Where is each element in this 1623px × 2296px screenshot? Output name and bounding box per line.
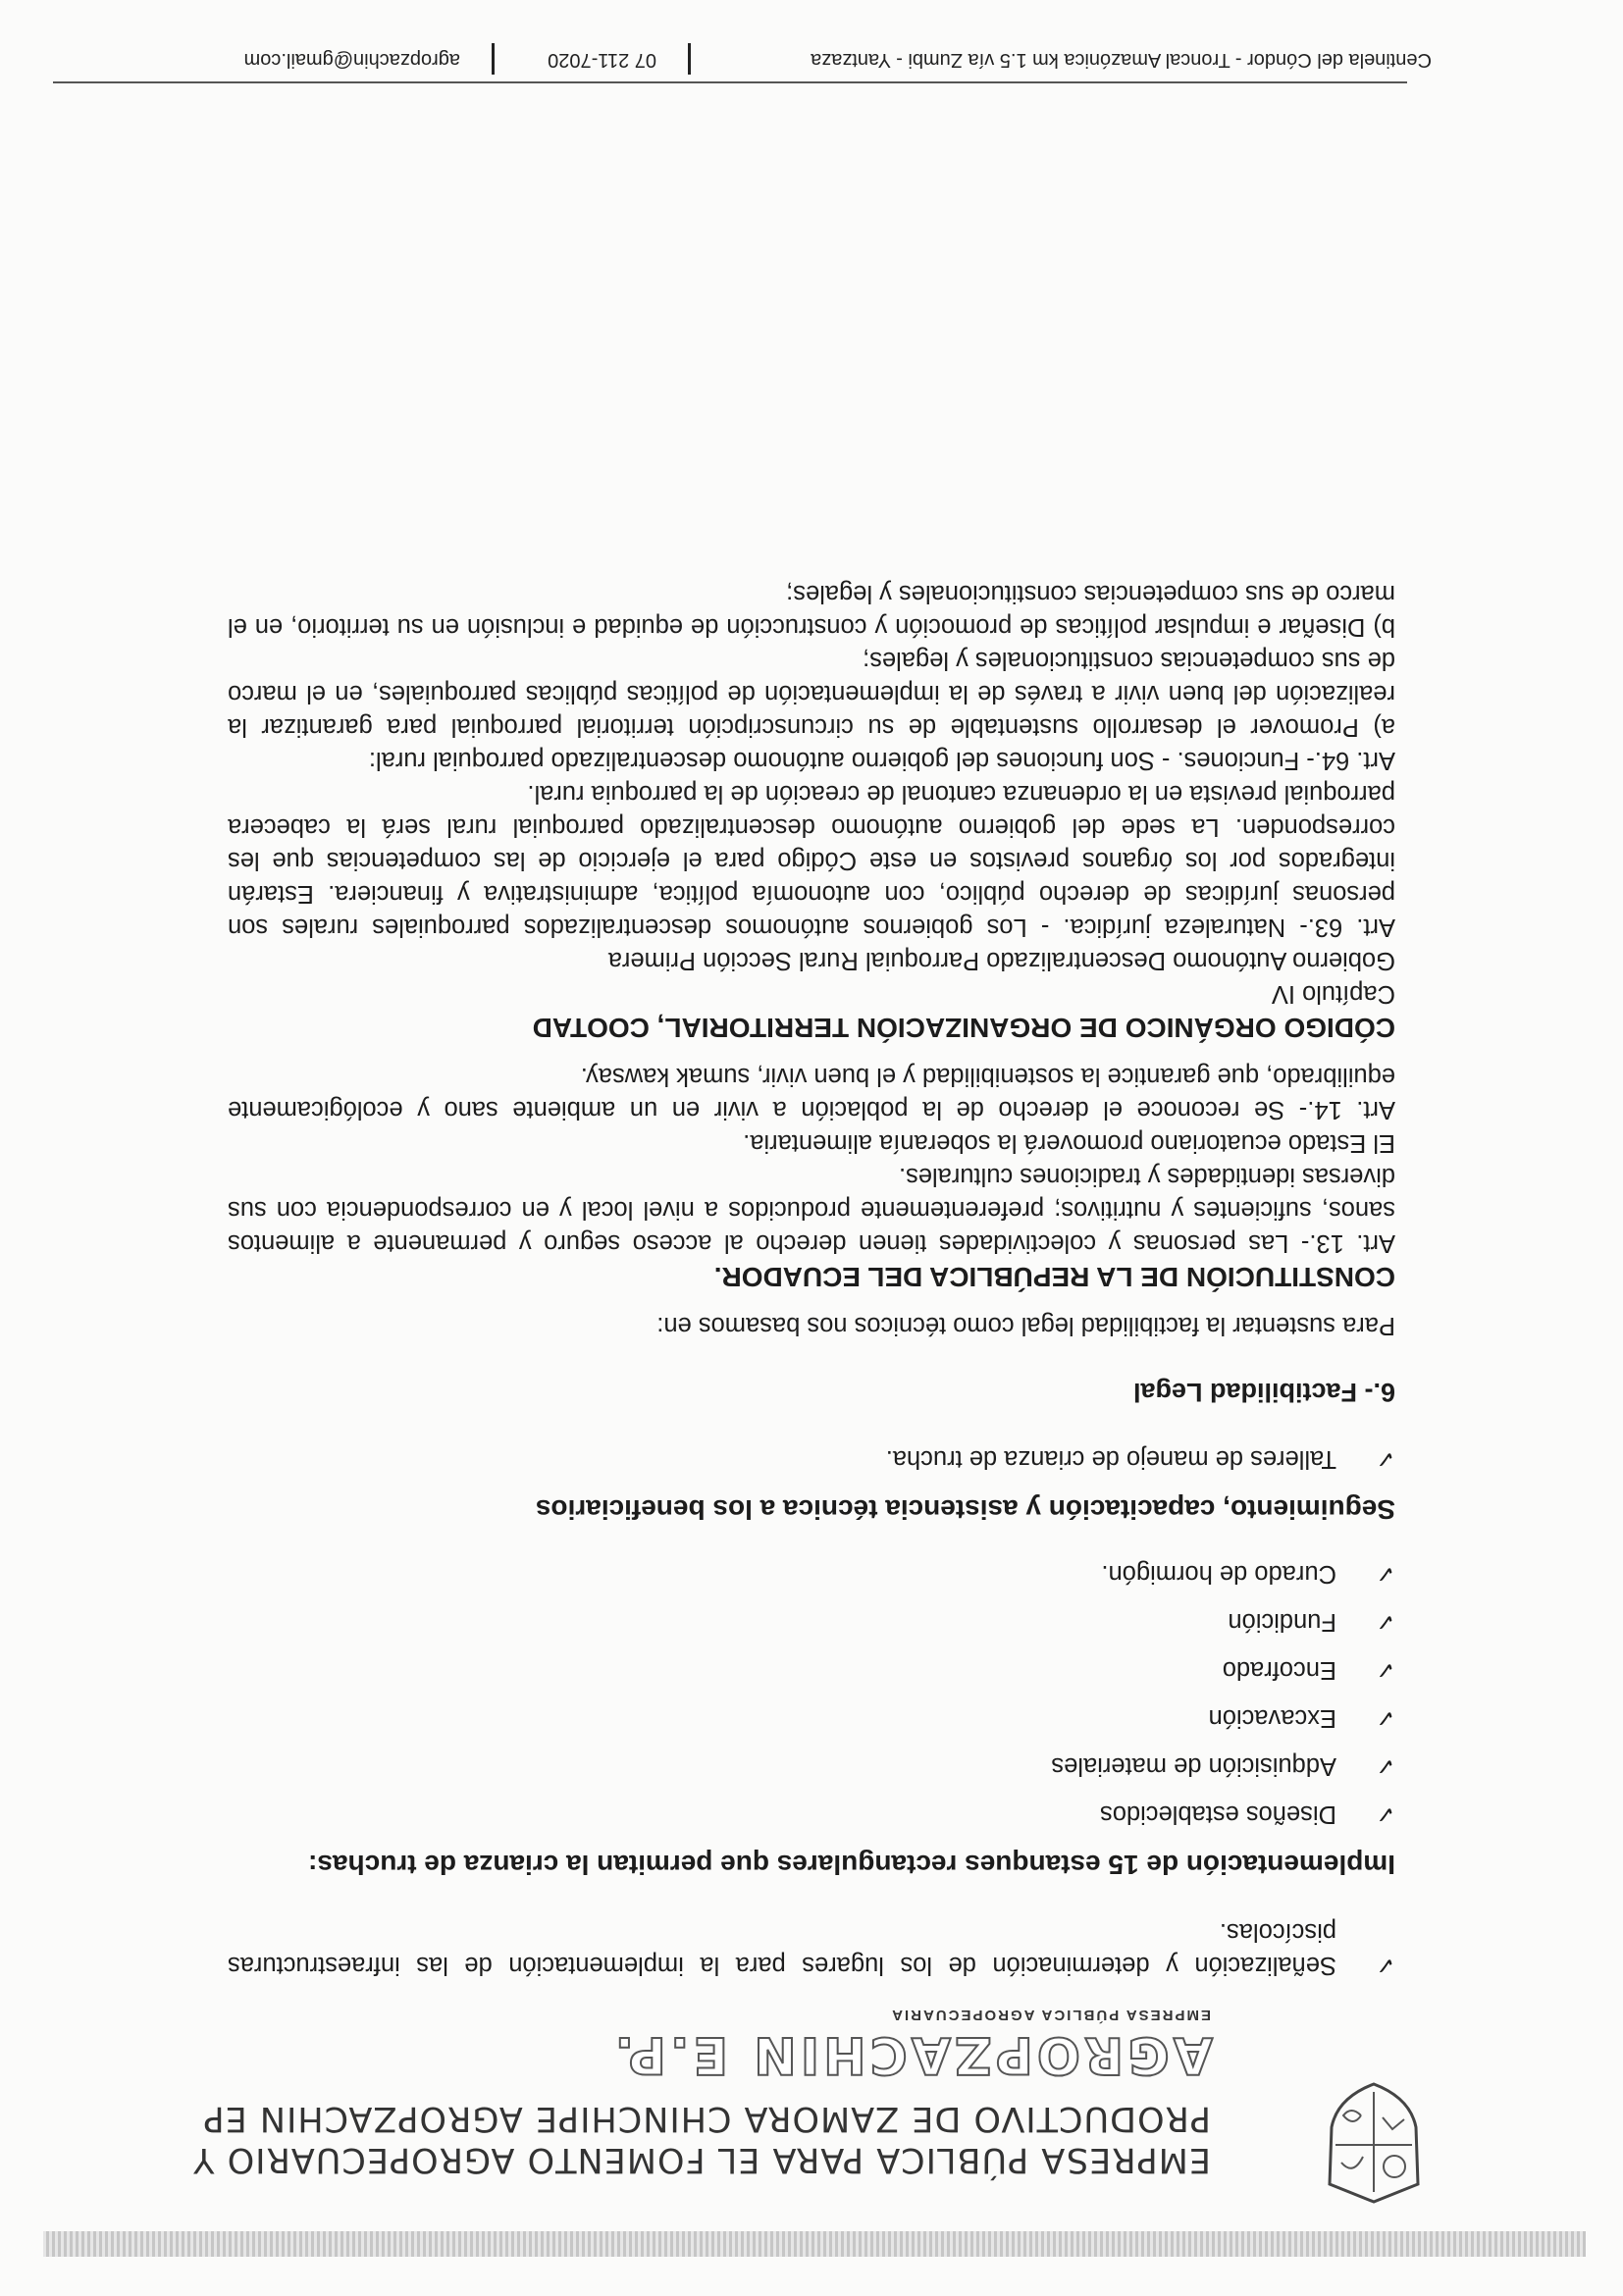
art-64: Art. 64.- Funciones. - Son funciones del gobierno autónomo descentralizado parroquial rural: [368,747,1395,774]
footer-address: Centinela del Cóndor - Troncal Amazónica km 1.5 vía Zumbi - Yantzaza [811,49,1432,71]
art-64-b: b) Diseñar e impulsar políticas de promoción y construcción de equidad e inclusión en su territorio, en el marco de sus competencias constitucionales y legales; [228,580,1395,641]
art-64-a: a) Promover el desarrollo sustentable de su circunscripción territorial parroquial para garantizar la realización del buen vivir a través de la implementación de políticas públicas parroquiales, en el marco de sus competencias constitucionales y legales; [228,647,1395,741]
gobierno: Gobierno Autónomo Descentralizado Parroquial Rural Sección Primera [607,947,1395,974]
document-body [228,577,1395,1982]
footer-separator [688,43,691,75]
list-item: ✓ Diseños establecidos [228,1798,1395,1831]
section-title: 6.- Factibilidad Legal [1132,1378,1395,1407]
constitucion-title: CONSTITUCIÓN DE LA REPÚBLICA DEL ECUADOR. [713,1262,1395,1292]
heading-seguimiento: Seguimiento, capacitación y asistencia técnica a los beneficiarios [535,1494,1395,1525]
art-63: Art. 63.- Naturaleza jurídica. - Los gobiernos autónomos descentralizados parroquiales rurales son personas jurídicas de derecho público, con autonomía política, administrativa y financiera. Estarán integrados por los órganos previstos en este Código para el ejercicio de las competencias que les corresponden. La sede del gobierno autónomo descentralizado parroquial rural será la cabecera parroquial prevista en la ordenanza cantonal de creación de la parroquia rural. [228,780,1395,941]
brand-name: AGROPZACHIN E.P. [610,2025,1213,2084]
footer-divider [53,81,1407,83]
header-scan-band [43,2231,1586,2257]
heading-implementacion: Implementación de 15 estanques rectangulares que permitan la crianza de truchas: [308,1850,1395,1880]
list-item: ✓ Curado de hormigón. [228,1557,1395,1591]
list-item: ✓ Excavación [228,1701,1395,1735]
art-13: Art. 13.- Las personas y colectividades tienen derecho al acceso seguro y permanente a alimentos sanos, suficientes y nutritivos; preferentemente producidos a nivel local y en correspondencia con sus diversas identidades y tradiciones culturales. [228,1163,1395,1257]
brand-subtitle: EMPRESA PÚBLICA AGROPECUARIA [890,2007,1211,2023]
list-item: ✓ Encofrado [228,1653,1395,1687]
intro-paragraph: Para sustentar la factibilidad legal como técnicos nos basamos en: [656,1312,1395,1339]
footer-separator [492,43,495,75]
list-item: ✓ Adquisición de materiales [228,1749,1395,1783]
footer-email: agropzachin@gmail.com [243,49,460,71]
footer [38,35,1432,75]
coat-of-arms-icon [1316,2080,1432,2206]
art-14: Art. 14.- Se reconoce el derecho de la población a vivir en un ambiente sano y ecológicamente equilibrado, que garantice la sostenibilidad y el buen vivir, sumak kawsay. [228,1063,1395,1123]
capitulo: Capítulo IV [1271,980,1395,1008]
header-title-line-1: EMPRESA PÚBLICA PARA EL FOMENTO AGROPECUARIO Y [192,2140,1211,2179]
header-title [82,2098,1211,2180]
footer-phone: 07 211-7020 [548,49,656,71]
header-title-line-2: PRODUCTIVO DE ZAMORA CHINCHIPE AGROPZACHIN EP [202,2099,1211,2138]
art-13-b: El Estado ecuatoriano promoverá la soberanía alimentaria. [743,1129,1395,1157]
checklist-item-senalizacion: ✓ Señalización y determinación de los lugares para la implementación de las infraestructuras piscícolas. [228,1915,1395,1982]
cootad-title: CÓDIGO ORGÁNICO DE ORGANIZACIÓN TERRITORIAL, COOTAD [532,1013,1395,1043]
list-item: ✓ Fundición [228,1605,1395,1639]
list-item: ✓ Talleres de manejo de crianza de trucha. [228,1442,1395,1476]
